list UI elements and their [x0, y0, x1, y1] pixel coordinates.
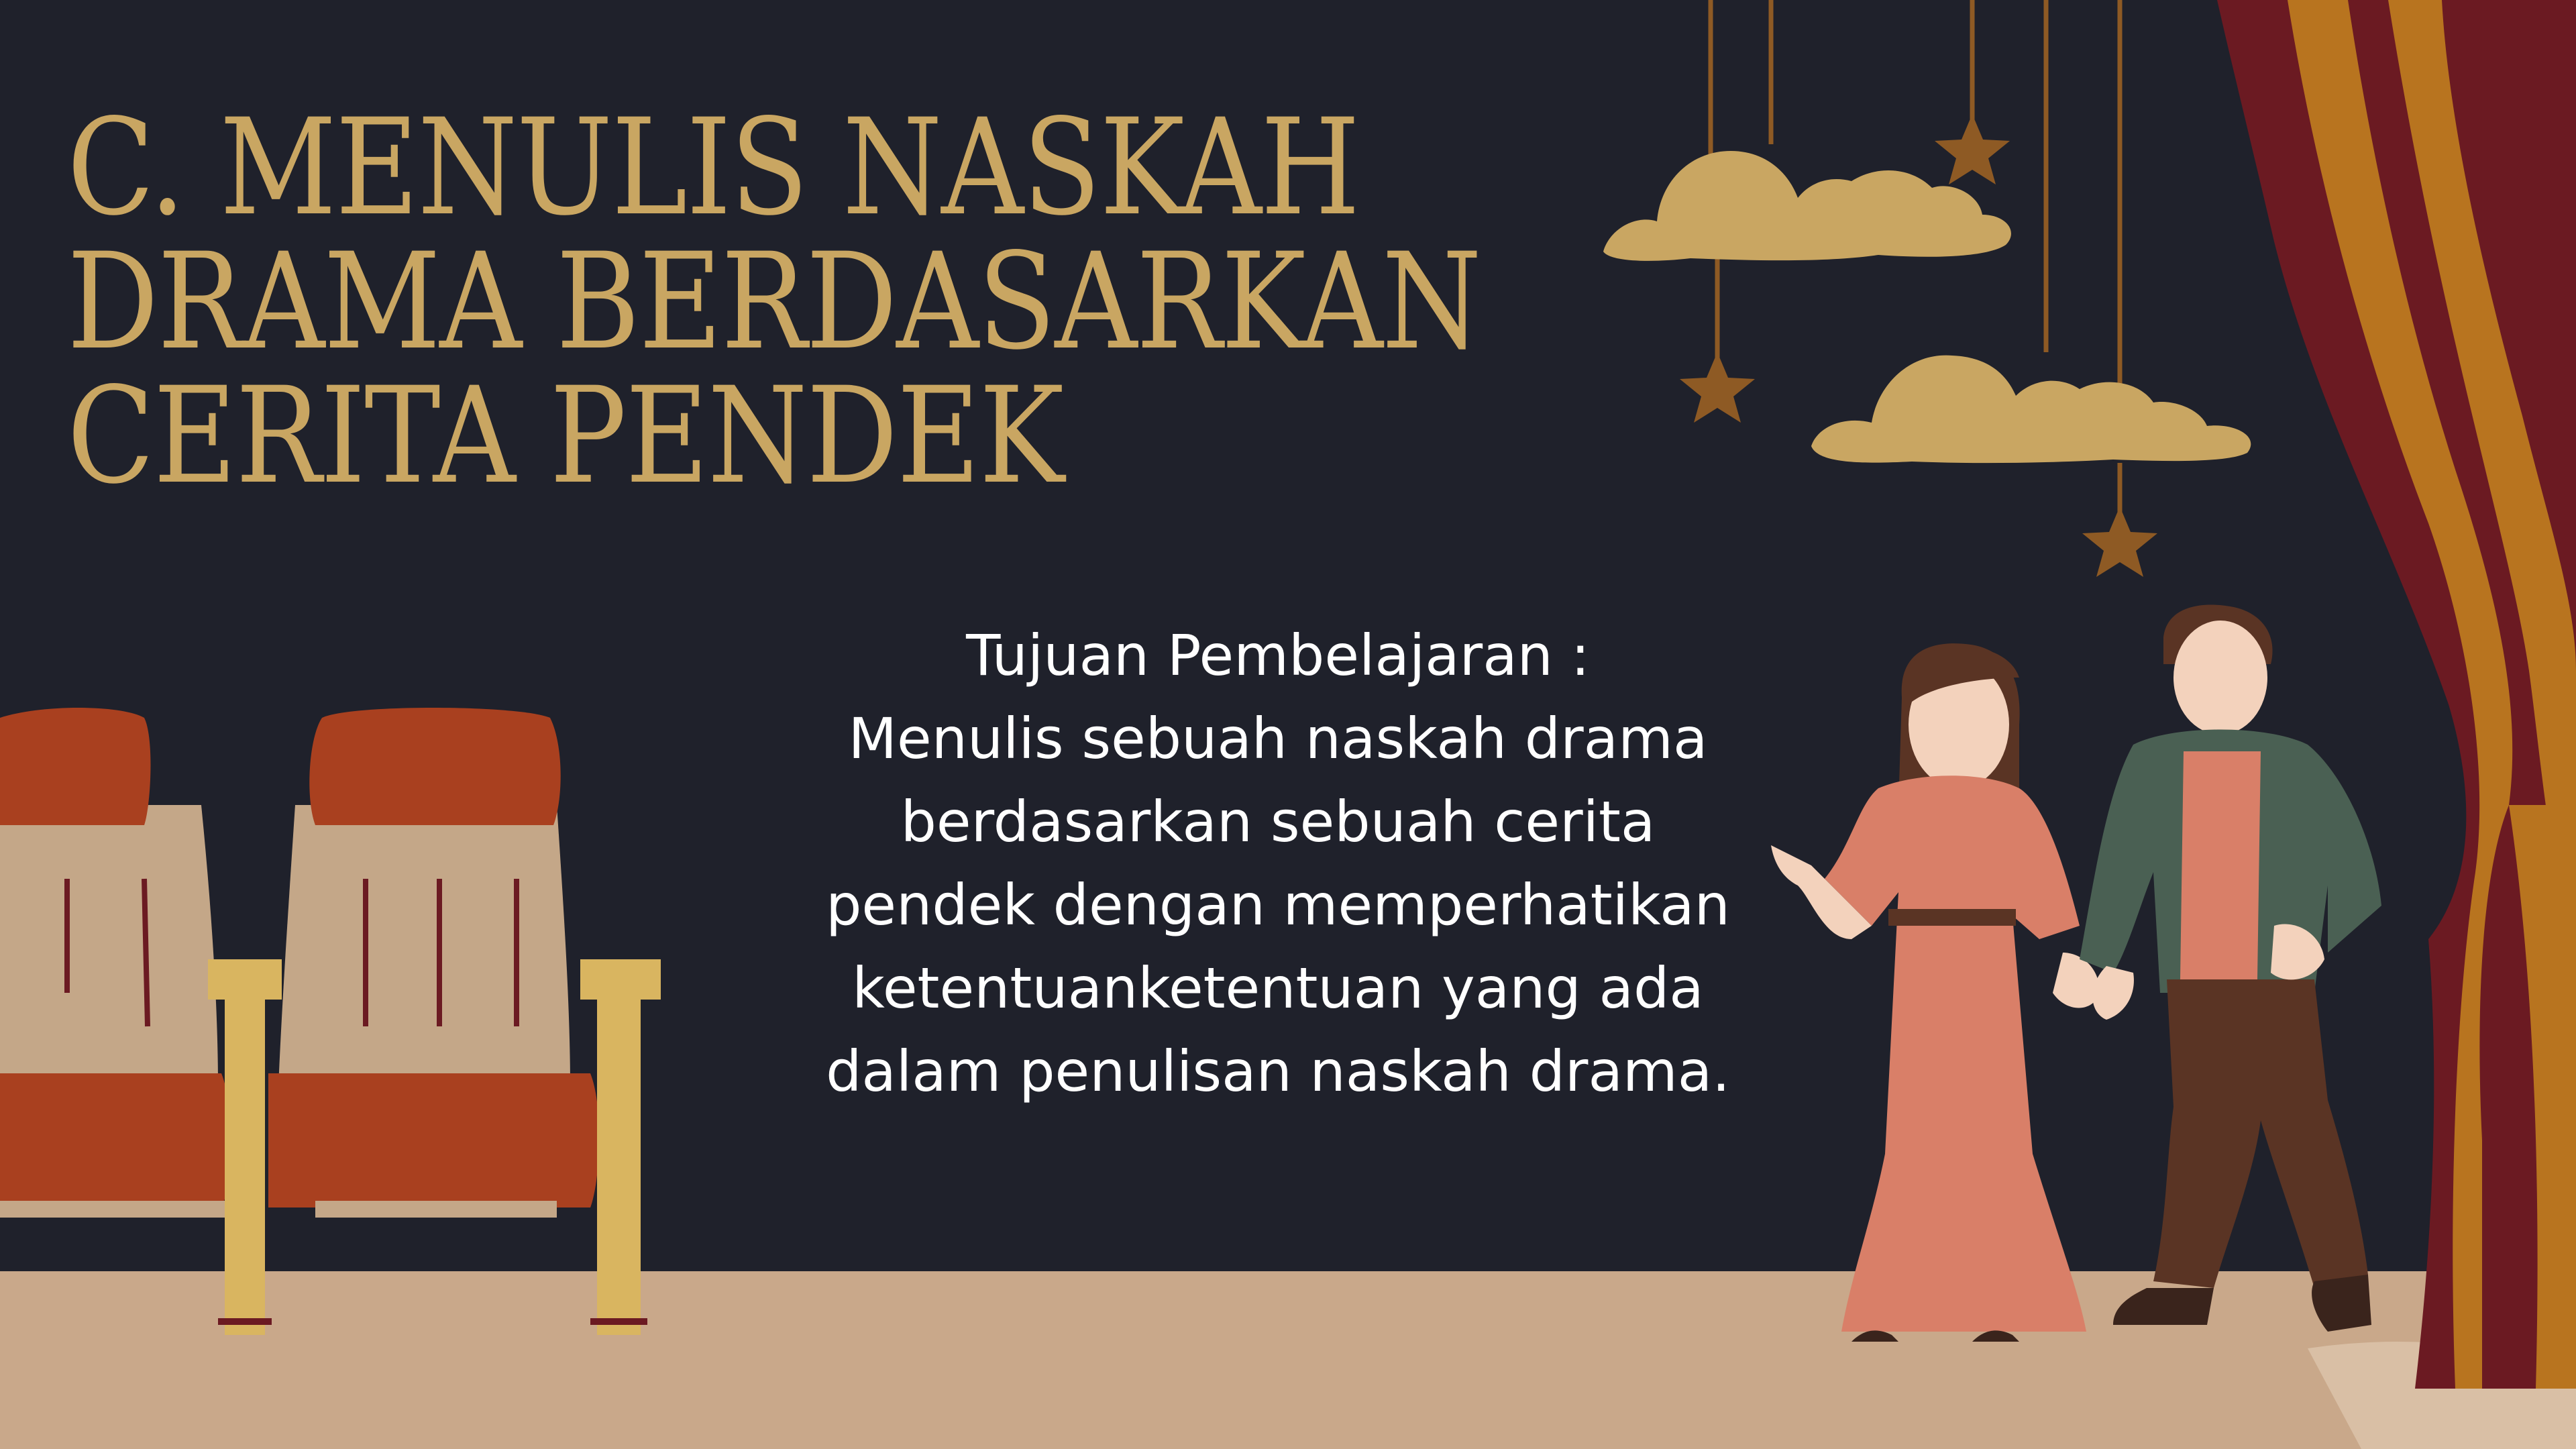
man-figure — [2080, 604, 2381, 1332]
objective-line: ketentuanketentuan yang ada — [852, 955, 1704, 1021]
cloud-icon — [1603, 151, 2011, 261]
objective-line: Menulis sebuah naskah drama — [848, 706, 1708, 771]
cloud-icon — [1811, 356, 2251, 464]
objective-line: pendek dengan memperhatikan — [826, 872, 1730, 938]
stage-curtain — [2217, 0, 2576, 1389]
theater-seats — [0, 708, 661, 1335]
objective-line: dalam penulisan naskah drama. — [826, 1038, 1730, 1104]
slide-title — [67, 90, 1481, 513]
star-icon — [2082, 506, 2157, 577]
objective-line: berdasarkan sebuah cerita — [900, 789, 1656, 855]
learning-objective — [724, 614, 1831, 1113]
objective-heading: Tujuan Pembelajaran : — [966, 623, 1590, 688]
star-icon — [1680, 352, 1755, 423]
slide-title-line: CERITA PENDEK — [67, 358, 1063, 513]
star-icon — [1935, 114, 2010, 184]
slide-title-line: C. MENULIS NASKAH — [67, 90, 1359, 245]
slide-title-line: DRAMA BERDASARKAN — [67, 224, 1481, 379]
